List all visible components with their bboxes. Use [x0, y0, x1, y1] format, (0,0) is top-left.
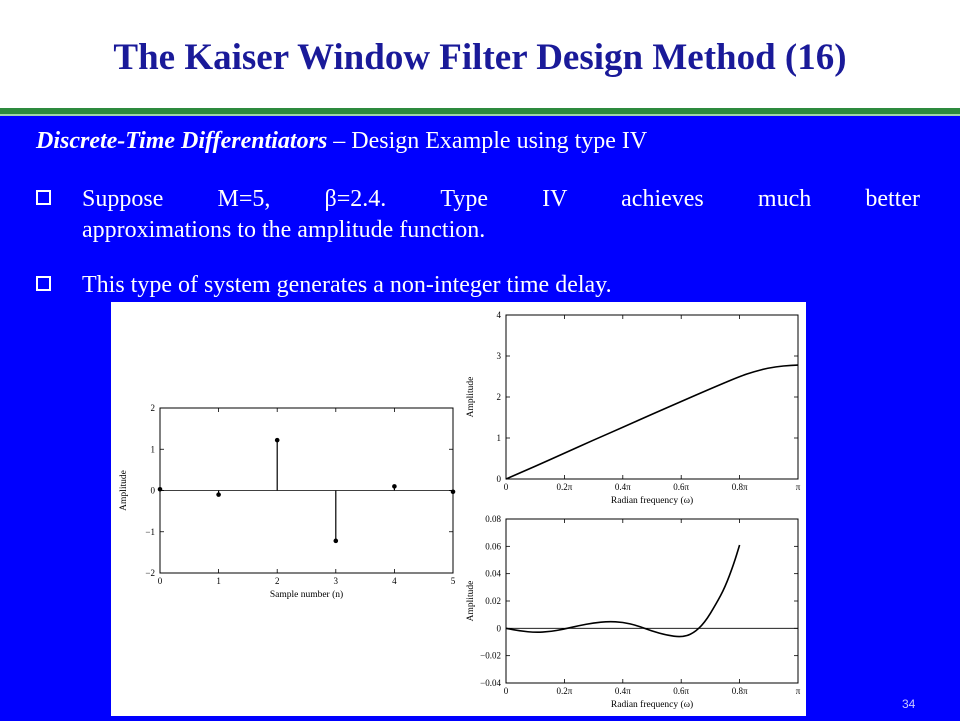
x-tick-label: 0.2π [556, 482, 573, 492]
plot-frame [506, 519, 798, 683]
y-tick-label: 0 [150, 485, 155, 496]
x-axis-label: Radian frequency (ω) [610, 496, 694, 506]
y-tick-label: 1 [496, 433, 501, 443]
bullet-item [36, 184, 920, 246]
x-tick-label: 4 [392, 576, 397, 586]
x-tick-label: 1 [216, 576, 221, 586]
y-tick-label: 1 [150, 444, 155, 455]
bullet-item [36, 270, 920, 301]
figure-panel [111, 302, 806, 716]
x-tick-label: 3 [333, 576, 339, 586]
plot-frame [506, 315, 798, 479]
x-tick-label: 0.2π [556, 686, 573, 696]
x-tick-label: π [795, 686, 801, 696]
header-divider-highlight [0, 114, 960, 116]
x-tick-label: 0 [157, 576, 163, 586]
subtitle-emphasis: Discrete-Time Differentiators [36, 128, 328, 154]
x-tick-label: 0 [503, 482, 509, 492]
page-number: 34 [902, 697, 916, 711]
series-line [506, 365, 798, 479]
y-tick-label: 3 [496, 351, 501, 361]
x-axis-label: Sample number (n) [269, 590, 344, 600]
chart-3 [466, 514, 801, 710]
slide-header [0, 0, 960, 108]
y-tick-label: −0.04 [480, 678, 501, 688]
stem-point [392, 484, 397, 489]
checkbox-bullet-icon [36, 276, 51, 291]
y-tick-label: −0.02 [480, 650, 501, 661]
y-axis-label: Amplitude [466, 376, 476, 418]
bullet-text-line: approximations to the amplitude function. [82, 217, 486, 243]
y-tick-label: −2 [145, 568, 155, 578]
x-tick-label: 0.6π [673, 686, 690, 696]
x-tick-label: π [795, 482, 801, 492]
series-line [506, 545, 740, 637]
chart-2 [466, 310, 801, 506]
x-tick-label: 0.4π [614, 482, 631, 492]
y-tick-label: 0 [496, 474, 501, 484]
x-tick-label: 0 [503, 686, 509, 696]
subtitle-rest: – Design Example using type IV [327, 128, 648, 154]
section-subtitle [36, 128, 647, 155]
y-tick-label: −1 [145, 526, 155, 537]
slide-title: The Kaiser Window Filter Design Method (16) [113, 37, 847, 78]
x-axis-label: Radian frequency (ω) [610, 700, 694, 710]
y-tick-label: 0 [496, 623, 501, 634]
bullet-text-line: This type of system generates a non-integer time delay. [82, 272, 612, 298]
chart-1 [119, 403, 456, 600]
x-tick-label: 0.8π [731, 686, 748, 696]
stem-point [275, 438, 280, 443]
y-tick-label: 2 [150, 403, 155, 413]
x-tick-label: 0.8π [731, 482, 748, 492]
y-axis-label: Amplitude [119, 470, 129, 511]
stem-point [334, 539, 339, 544]
checkbox-bullet-icon [36, 190, 51, 205]
y-tick-label: 0.02 [485, 596, 501, 606]
y-tick-label: 0.06 [485, 541, 501, 552]
y-axis-label: Amplitude [466, 580, 476, 622]
bullet-text-line: Suppose M=5, β=2.4. Type IV achieves much better [82, 186, 920, 212]
figure-svg [111, 302, 806, 716]
x-tick-label: 2 [274, 576, 280, 586]
stem-point [451, 489, 456, 494]
x-tick-label: 0.4π [614, 686, 631, 696]
y-tick-label: 0.08 [485, 514, 501, 524]
stem-point [158, 487, 163, 492]
y-tick-label: 0.04 [485, 568, 501, 579]
y-tick-label: 4 [496, 310, 501, 320]
x-tick-label: 0.6π [673, 482, 690, 492]
x-tick-label: 5 [450, 576, 456, 586]
stem-point [216, 492, 221, 497]
y-tick-label: 2 [496, 392, 501, 402]
